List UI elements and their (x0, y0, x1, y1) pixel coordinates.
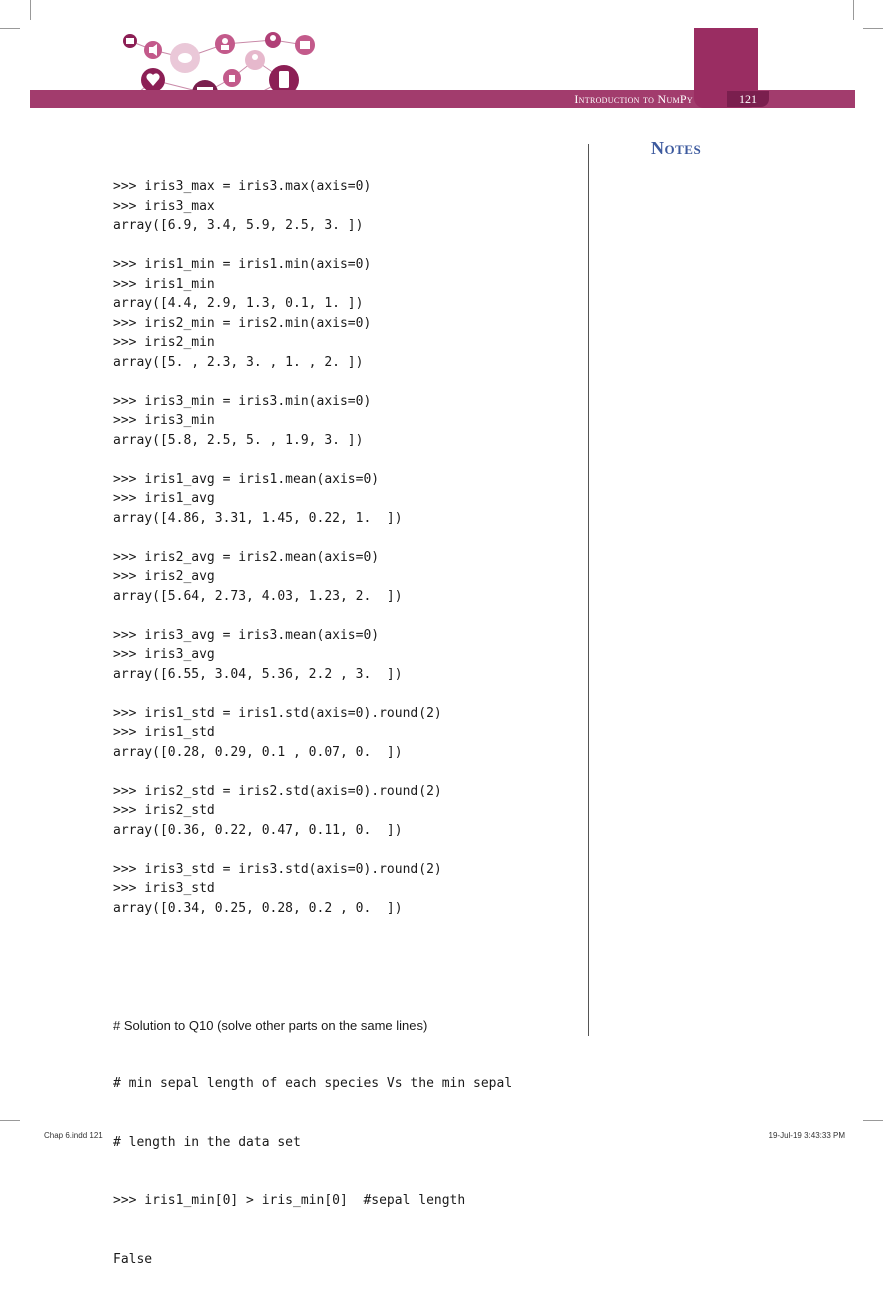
blank-line (113, 840, 583, 860)
code-line: >>> iris2_avg (113, 569, 215, 584)
blank-line (113, 528, 583, 548)
code-line: >>> iris2_std = iris2.std(axis=0).round(2) (113, 783, 442, 799)
user-icon (265, 32, 281, 48)
code-line: >>> iris3_max = iris3.max(axis=0) (113, 179, 372, 194)
code-line: >>> iris1_std (113, 725, 215, 740)
blank-line (113, 450, 583, 470)
code-line: array([5. , 2.3, 3. , 1. , 2. ]) (113, 354, 364, 370)
code-line: >>> iris1_min (113, 276, 215, 292)
chat-bubble-icon (170, 43, 200, 73)
code-line: >>> iris2_avg = iris2.mean(axis=0) (113, 549, 380, 565)
crop-mark (863, 1120, 883, 1121)
code-line: >>> iris1_min = iris1.min(axis=0) (113, 257, 372, 272)
code-line: # length in the data set (113, 1134, 301, 1150)
code-listing (113, 138, 583, 1289)
code-line: >>> iris2_std (113, 803, 215, 818)
code-line: array([4.86, 3.31, 1.45, 0.22, 1. ]) (113, 510, 403, 526)
code-line: >>> iris1_avg (113, 491, 215, 506)
footer-file-info: Chap 6.indd 121 (44, 1131, 103, 1140)
code-line: >>> iris3_avg = iris3.mean(axis=0) (113, 627, 380, 643)
notes-heading: Notes (651, 138, 702, 158)
code-line: >>> iris3_avg (113, 647, 215, 662)
code-line: >>> iris1_min[0] > iris_min[0] #sepal length (113, 1193, 466, 1208)
chapter-title: Introduction to NumPy (574, 92, 693, 106)
blank-line (113, 684, 583, 704)
code-line: >>> iris3_min (113, 413, 215, 428)
notes-divider (588, 144, 589, 1036)
blank-line (113, 762, 583, 782)
code-lines (113, 177, 583, 918)
footer-timestamp: 19-Jul-19 3:43:33 PM (768, 1131, 845, 1140)
code-line: >>> iris1_std = iris1.std(axis=0).round(2) (113, 705, 442, 721)
crop-mark (863, 28, 883, 29)
code-line: >>> iris3_std = iris3.std(axis=0).round(2) (113, 861, 442, 877)
speaker-icon (144, 41, 162, 59)
code-line: >>> iris2_min (113, 335, 215, 350)
code-line: array([6.55, 3.04, 5.36, 2.2 , 3. ]) (113, 666, 403, 682)
crop-mark (0, 1120, 20, 1121)
crop-mark (30, 0, 31, 20)
page-number: 121 (739, 92, 757, 106)
solution-heading: # Solution to Q10 (solve other parts on the same lines) (113, 1017, 428, 1033)
blank-line (113, 606, 583, 626)
code-line: >>> iris2_min = iris2.min(axis=0) (113, 315, 372, 331)
video-icon (295, 35, 315, 55)
mail-icon (123, 34, 137, 48)
crop-mark (853, 0, 854, 20)
person-icon (215, 34, 235, 54)
code-line: array([5.64, 2.73, 4.03, 1.23, 2. ]) (113, 588, 403, 604)
code-line: >>> iris1_avg = iris1.mean(axis=0) (113, 471, 380, 487)
crop-mark (0, 28, 20, 29)
code-line: >>> iris3_std (113, 881, 215, 896)
code-line: >>> iris3_max (113, 198, 215, 214)
thumbs-up-icon (223, 69, 241, 87)
code-line: >>> iris3_min = iris3.min(axis=0) (113, 393, 372, 409)
code-line: array([4.4, 2.9, 1.3, 0.1, 1. ]) (113, 296, 364, 311)
user-icon (245, 50, 265, 70)
code-line: array([0.34, 0.25, 0.28, 0.2 , 0. ]) (113, 900, 403, 916)
blank-line (113, 957, 583, 977)
code-line: # min sepal length of each species Vs the min sepal (113, 1076, 513, 1091)
blank-line (113, 372, 583, 392)
heart-icon (141, 68, 165, 92)
blank-line (113, 236, 583, 256)
code-line: array([0.28, 0.29, 0.1 , 0.07, 0. ]) (113, 744, 403, 760)
code-line: array([0.36, 0.22, 0.47, 0.11, 0. ]) (113, 822, 403, 838)
code-line: array([5.8, 2.5, 5. , 1.9, 3. ]) (113, 432, 364, 448)
code-line: array([6.9, 3.4, 5.9, 2.5, 3. ]) (113, 218, 364, 233)
code-line: False (113, 1251, 153, 1267)
